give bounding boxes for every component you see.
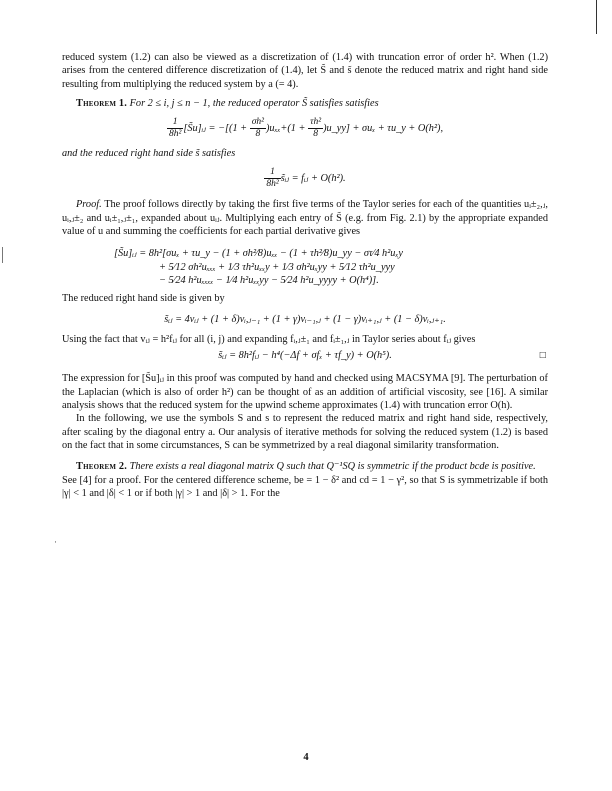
- proof-paragraph: [62, 198, 548, 238]
- equation-line: + 5⁄12 σh²uₓₓₓ + 1⁄3 τh²uₓₓy + 1⁄3 σh²uₓyy + 5⁄12 τh²u_yyy: [159, 261, 395, 273]
- fraction: $\frac{1}{\text{8h²}}$: [168, 117, 182, 140]
- fraction: $\frac{\text{σh²}}{8}$: [251, 117, 264, 140]
- equation-line: [S̃u]ᵢⱼ = 8h²[σuₓ + τu_y − (1 + σh²⁄8)uₓₓ − (1 + τh²⁄8)u_yy − στ⁄4 h²uₓy: [114, 248, 403, 260]
- reduced-rhs-text: The reduced right hand side is given by: [62, 293, 225, 305]
- and-text: and the reduced right hand side s̃ satisfies: [62, 148, 236, 160]
- theorem-1-label: Theorem 1.: [76, 97, 128, 109]
- expression-paragraph: The expression for [S̃u]ᵢⱼ in this proof was computed by hand and checked using MACSYMA [9]. The perturbation of the Laplacian (which is also of order h²) can be thought of as an addition of artificial viscosity, see [16]. A similar analysis shows that the reduced system for the upwind scheme approximates (1.4) with truncation error O(h).: [62, 373, 548, 412]
- proof-label: Proof.: [76, 199, 102, 211]
- theorem-2: [62, 460, 548, 473]
- proof-text: The proof follows directly by taking the first five terms of the Taylor series for each of the quantities uᵢ±₂,ⱼ, uᵢ,ⱼ±₂ and uᵢ±₁,ⱼ±₁, expanded about uᵢⱼ. Multiplying each entry of S̃ (e.g. from Fig. 2.1) by the appropriate expanded value of u and summing the coefficients for each partial derivative gives: [62, 199, 548, 238]
- equation-reduced-rhs: $\frac{1}{\text{8h²}}$ s̃ᵢⱼ = fᵢⱼ + O(h²).: [266, 167, 346, 190]
- equation-rhs-expansion: s̃ᵢⱼ = 4vᵢⱼ + (1 + δ)vᵢ,ⱼ₋₁ + (1 + γ)vᵢ₋₁,ⱼ + (1 − γ)vᵢ₊₁,ⱼ + (1 − δ)vᵢ,ⱼ₊₁.: [164, 313, 446, 325]
- margin-dot: ·: [54, 537, 57, 547]
- page-number: 4: [303, 752, 309, 763]
- fraction: $\frac{1}{\text{8h²}}$: [266, 167, 279, 190]
- equation-reduced-operator: $\frac{1}{\text{8h²}}$ [S̃u]ᵢⱼ = −[(1 + $\frac{\text{σh²}}{8}$ )uₓₓ+(1 + $\frac{\text{τh²}}{8}$ )u_yy] + σuₓ + τu_y + O(h²),: [168, 117, 444, 140]
- following-paragraph: In the following, we use the symbols S and s to represent the reduced matrix and right hand side, respectively, after scaling by the diagonal entry a. Our analysis of iterative methods for solving the reduced system (1.2) is based on the fact that in some circumstances, S can be symmetrized by a real diagonal similarity transformation.: [62, 413, 548, 451]
- see-paragraph: See [4] for a proof. For the centered difference scheme, be = 1 − δ² and cd = 1 − γ², so that S is symmetrizable if both |γ| < 1 and |δ| < 1 or if both |γ| > 1 and |δ| > 1. For the: [62, 474, 548, 499]
- qed-symbol: □: [539, 350, 546, 362]
- margin-mark: [2, 247, 3, 263]
- equation-taylor-expansion: [114, 247, 548, 287]
- using-fact-paragraph: Using the fact that vᵢⱼ = h²fᵢⱼ for all (i, j) and expanding fᵢ,ⱼ±₁ and fᵢ±₁,ⱼ in Taylor series about fᵢⱼ gives: [62, 333, 476, 345]
- theorem-1: [62, 97, 548, 110]
- theorem-1-text: For 2 ≤ i, j ≤ n − 1, the reduced operator S̃ satisfies satisfies: [129, 97, 379, 109]
- theorem-2-text: There exists a real diagonal matrix Q such that Q⁻¹SQ is symmetric if the product bcde is positive.: [129, 461, 536, 473]
- paper-page: [62, 51, 548, 500]
- theorem-2-label: Theorem 2.: [76, 461, 128, 473]
- equation-rhs-taylor: s̃ᵢⱼ = 8h²fᵢⱼ − h⁴(−Δf + σfₓ + τf_y) + O(h⁵). □: [218, 350, 546, 362]
- scan-edge-mark: [596, 0, 597, 34]
- intro-paragraph: reduced system (1.2) can also be viewed as a discretization of (1.4) with truncation error of order h². When (1.2) arises from the centered difference discretization of (1.4), let S̃ and s̃ denote the reduced matrix and right hand side resulting from multiplying the reduced system by a (= 4).: [62, 52, 548, 90]
- fraction: $\frac{\text{τh²}}{8}$: [310, 117, 322, 140]
- equation-line: − 5⁄24 h²uₓₓₓₓ − 1⁄4 h²uₓₓyy − 5⁄24 h²u_yyyy + O(h⁴)].: [159, 274, 379, 286]
